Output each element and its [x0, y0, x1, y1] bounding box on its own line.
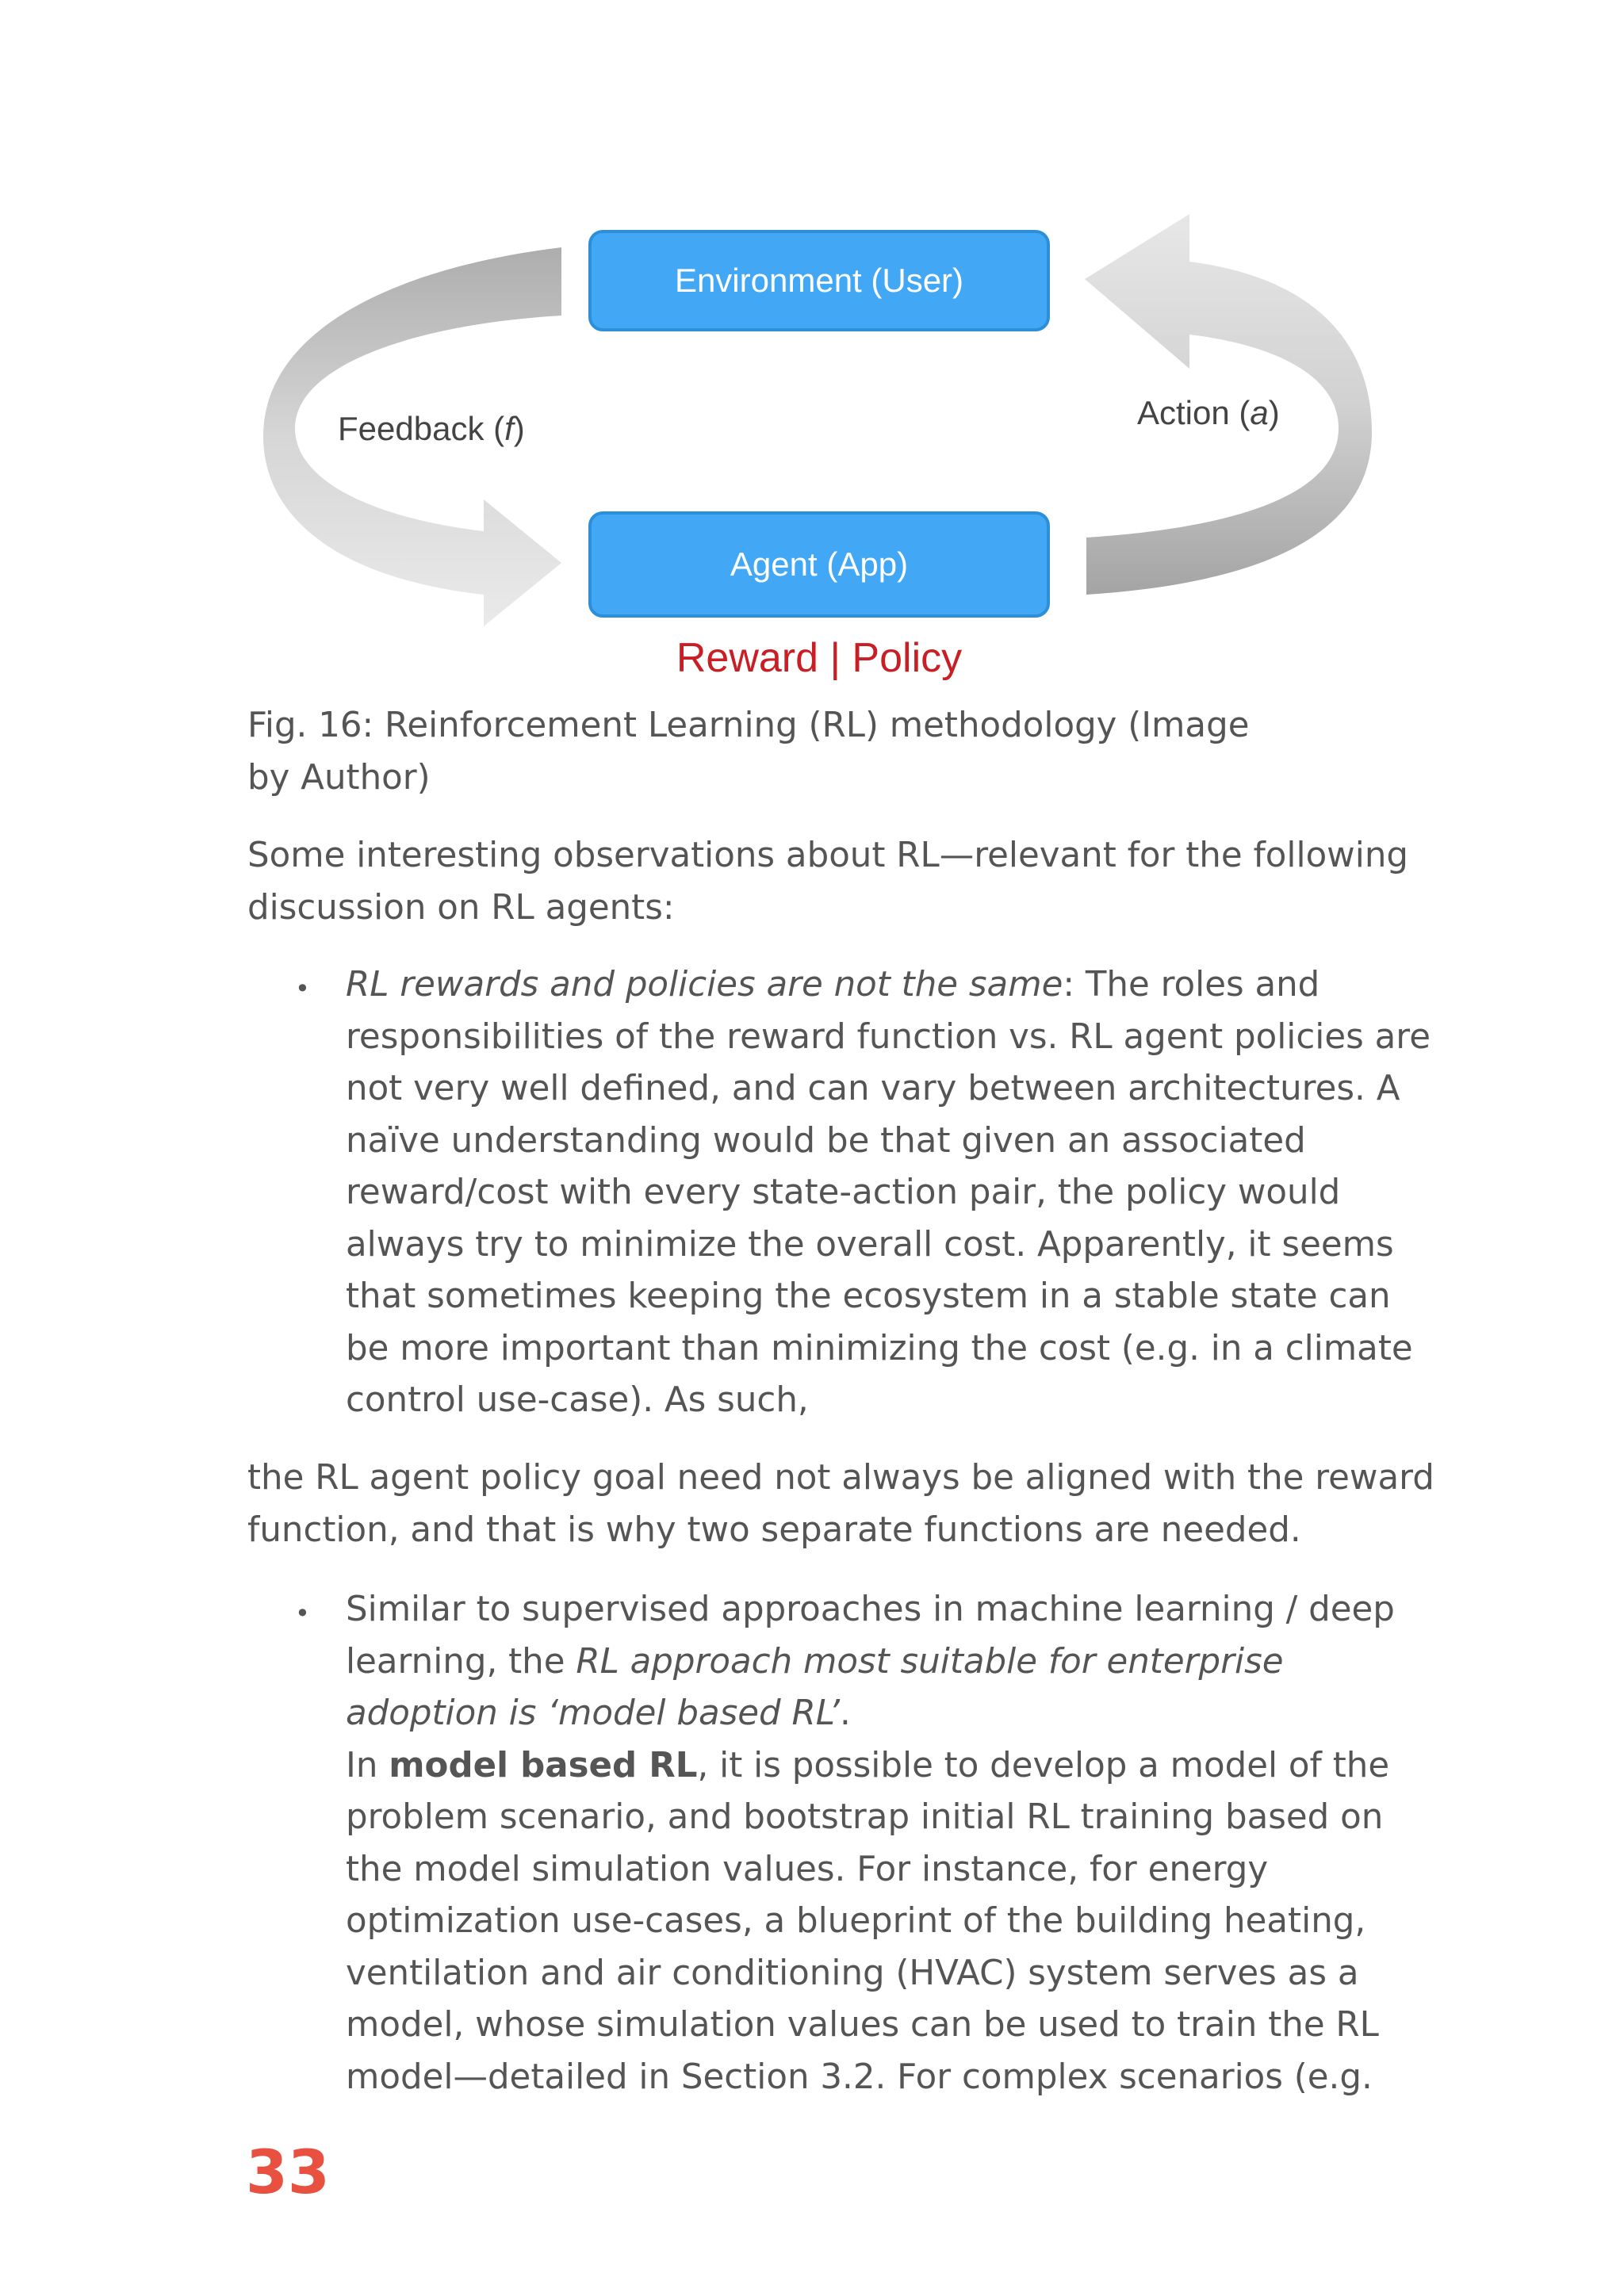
bullet-line [346, 1688, 1395, 1740]
bullet-marker: • [295, 1598, 310, 1628]
agent-box [588, 511, 1050, 618]
bullet-line: control use-case). As such, [346, 1380, 809, 1420]
bullet-line: optimization use-cases, a blueprint of the building heating, [346, 1901, 1366, 1941]
paragraph-line: function, and that is why two separate functions are needed. [247, 1510, 1301, 1550]
text-span: In [346, 1745, 389, 1785]
text-span: . [839, 1693, 851, 1733]
bullet-line: be more important than minimizing the cost (e.g. in a climate [346, 1328, 1413, 1368]
bullet-line: always try to minimize the overall cost. Apparently, it seems [346, 1224, 1394, 1265]
intro-paragraph [247, 830, 1408, 934]
bullet-item-model-based-rl [346, 1584, 1395, 2103]
bullet-line: naïve understanding would be that given an associated [346, 1120, 1306, 1161]
bullet-line: problem scenario, and bootstrap initial RL training based on [346, 1797, 1384, 1837]
figure-caption [247, 700, 1249, 804]
bullet-line: model, whose simulation values can be used to train the RL [346, 2005, 1379, 2045]
paragraph-line: discussion on RL agents: [247, 887, 675, 928]
caption-line: by Author) [247, 757, 431, 798]
italic-lead: RL rewards and policies are not the same [346, 965, 1063, 1004]
bullet-lead-line [346, 959, 1431, 1012]
action-label [1137, 394, 1280, 432]
bullet-line [346, 1636, 1395, 1689]
italic-span: adoption is ‘model based RL’ [346, 1693, 840, 1733]
caption-line: Fig. 16: Reinforcement Learning (RL) methodology (Image [247, 706, 1250, 745]
bullet-line: responsibilities of the reward function vs. RL agent policies are [346, 1016, 1431, 1057]
bullet-marker: • [295, 974, 310, 1004]
feedback-label [338, 410, 525, 448]
lead-rest: : The roles and [1063, 965, 1320, 1004]
rl-diagram [246, 198, 1388, 706]
paragraph-line: the RL agent policy goal need not always be aligned with the reward [247, 1458, 1434, 1498]
paragraph-line: Some interesting observations about RL—relevant for the following [247, 836, 1409, 875]
bold-span: model based RL [389, 1745, 698, 1785]
bullet-line: ventilation and air conditioning (HVAC) system serves as a [346, 1953, 1359, 1993]
bullet-item-rewards-policies [346, 959, 1431, 1427]
environment-box [588, 230, 1050, 331]
bullet-line: Similar to supervised approaches in machine learning / deep [346, 1590, 1395, 1629]
action-text: Action ( [1137, 394, 1251, 431]
environment-label: Environment (User) [674, 262, 964, 299]
bullet-line: reward/cost with every state-action pair, the policy would [346, 1173, 1341, 1212]
bullet-line: not very well defined, and can vary between architectures. A [346, 1069, 1400, 1108]
bullet-line: that sometimes keeping the ecosystem in a stable state can [346, 1276, 1391, 1316]
action-variable: a [1250, 394, 1269, 431]
text-span: learning, the [346, 1641, 576, 1682]
feedback-variable: f [504, 410, 514, 447]
agent-label: Agent (App) [730, 545, 909, 583]
feedback-close: ) [513, 410, 525, 447]
feedback-text: Feedback ( [338, 410, 505, 447]
bullet-line: the model simulation values. For instance, for energy [346, 1849, 1269, 1889]
bullet-line [346, 1740, 1395, 1793]
page-number: 33 [246, 2137, 330, 2207]
italic-span: RL approach most suitable for enterprise [576, 1641, 1284, 1682]
reward-policy-label: Reward | Policy [676, 635, 963, 681]
action-close: ) [1268, 394, 1280, 431]
bullet-line: model—detailed in Section 3.2. For complex scenarios (e.g. [346, 2057, 1373, 2097]
continuation-paragraph [247, 1452, 1434, 1556]
text-span: , it is possible to develop a model of the [697, 1745, 1390, 1785]
